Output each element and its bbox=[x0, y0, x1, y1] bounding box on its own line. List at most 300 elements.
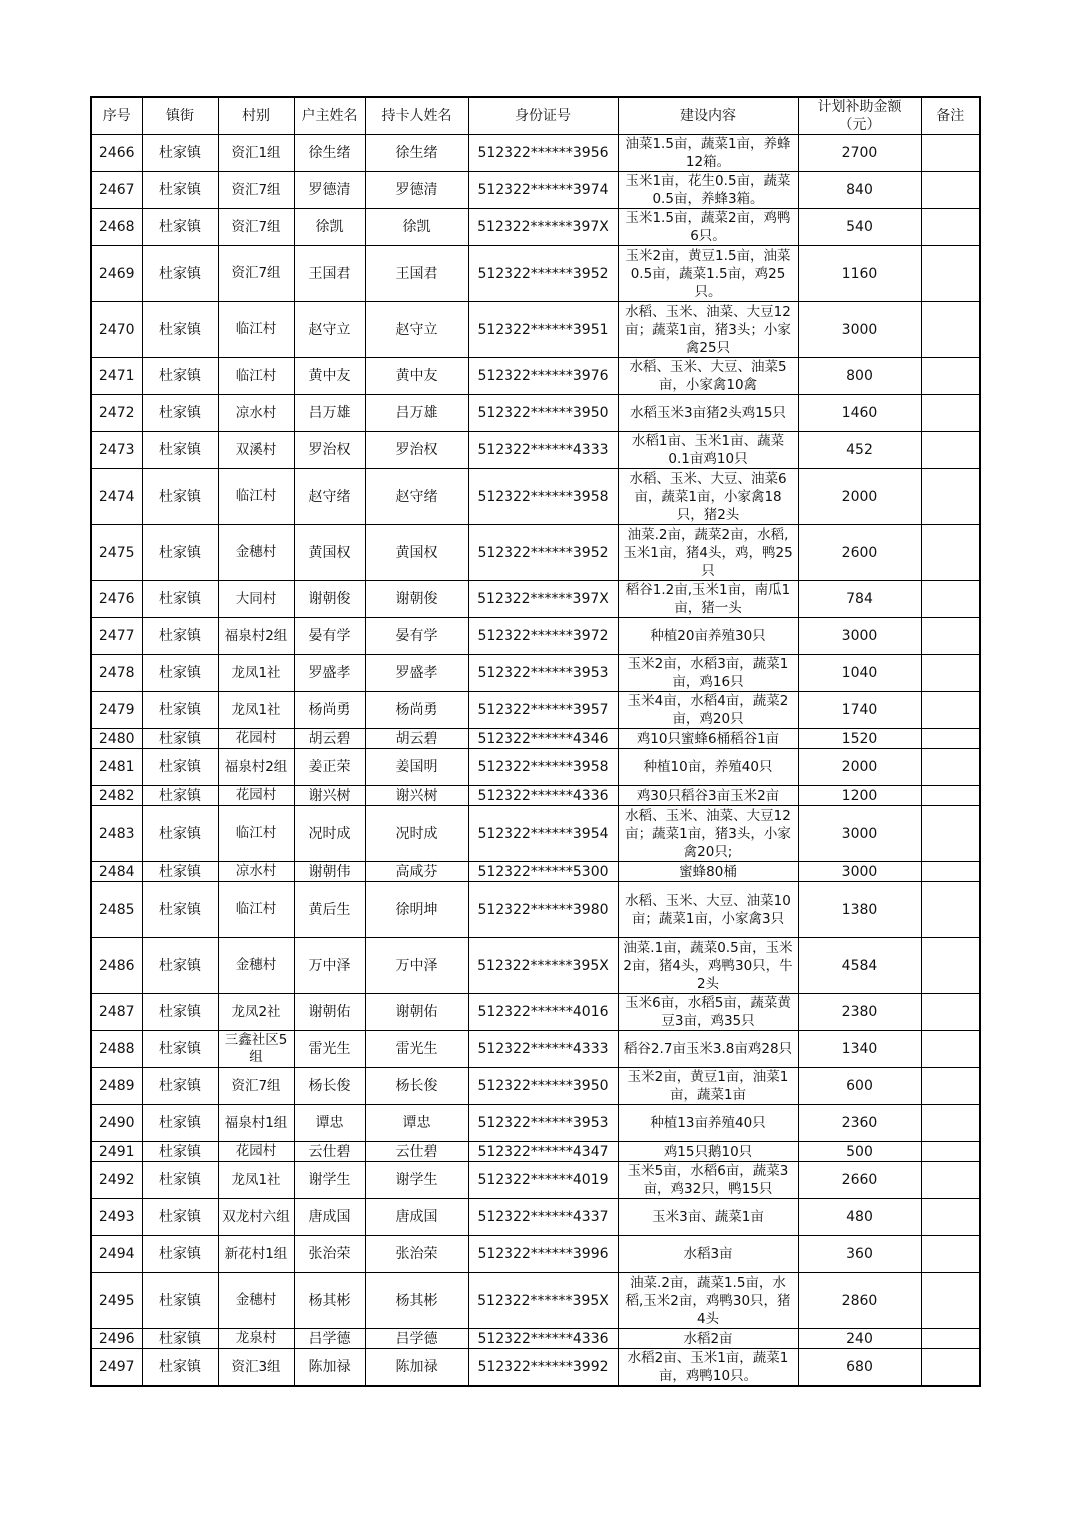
cell-holder: 谢兴树 bbox=[365, 786, 468, 806]
cell-id: 512322******3957 bbox=[468, 692, 618, 729]
cell-village: 资汇7组 bbox=[218, 172, 294, 209]
cell-owner: 姜正荣 bbox=[294, 749, 365, 786]
cell-amount: 2700 bbox=[798, 135, 921, 172]
cell-holder: 黄国权 bbox=[365, 525, 468, 581]
subsidy-table bbox=[90, 96, 981, 1387]
cell-remark bbox=[921, 655, 980, 692]
cell-town: 杜家镇 bbox=[142, 1273, 218, 1329]
cell-id: 512322******3950 bbox=[468, 1068, 618, 1105]
cell-amount: 240 bbox=[798, 1329, 921, 1349]
cell-id: 512322******3974 bbox=[468, 172, 618, 209]
cell-village: 金穗村 bbox=[218, 938, 294, 994]
cell-remark bbox=[921, 786, 980, 806]
cell-town: 杜家镇 bbox=[142, 172, 218, 209]
cell-id: 512322******4336 bbox=[468, 1329, 618, 1349]
cell-village: 临江村 bbox=[218, 358, 294, 395]
table-row bbox=[91, 882, 980, 938]
cell-no: 2470 bbox=[91, 302, 142, 358]
cell-id: 512322******4333 bbox=[468, 432, 618, 469]
cell-id: 512322******3980 bbox=[468, 882, 618, 938]
table-row bbox=[91, 135, 980, 172]
cell-no: 2489 bbox=[91, 1068, 142, 1105]
table-row bbox=[91, 172, 980, 209]
cell-id: 512322******4347 bbox=[468, 1142, 618, 1162]
cell-no: 2494 bbox=[91, 1236, 142, 1273]
cell-remark bbox=[921, 749, 980, 786]
cell-holder: 谢朝佑 bbox=[365, 994, 468, 1031]
cell-town: 杜家镇 bbox=[142, 938, 218, 994]
cell-village: 凉水村 bbox=[218, 862, 294, 882]
cell-amount: 452 bbox=[798, 432, 921, 469]
cell-content: 稻谷1.2亩,玉米1亩，南瓜1亩，猪一头 bbox=[618, 581, 798, 618]
cell-owner: 吕万雄 bbox=[294, 395, 365, 432]
cell-no: 2488 bbox=[91, 1031, 142, 1068]
cell-id: 512322******3952 bbox=[468, 525, 618, 581]
cell-amount: 1520 bbox=[798, 729, 921, 749]
cell-remark bbox=[921, 432, 980, 469]
cell-no: 2474 bbox=[91, 469, 142, 525]
cell-no: 2497 bbox=[91, 1349, 142, 1387]
cell-amount: 600 bbox=[798, 1068, 921, 1105]
cell-no: 2475 bbox=[91, 525, 142, 581]
cell-no: 2483 bbox=[91, 806, 142, 862]
cell-town: 杜家镇 bbox=[142, 432, 218, 469]
cell-id: 512322******3958 bbox=[468, 469, 618, 525]
cell-owner: 徐凯 bbox=[294, 209, 365, 246]
cell-remark bbox=[921, 172, 980, 209]
cell-holder: 谢学生 bbox=[365, 1162, 468, 1199]
cell-owner: 谢朝佑 bbox=[294, 994, 365, 1031]
cell-town: 杜家镇 bbox=[142, 1349, 218, 1387]
cell-remark bbox=[921, 692, 980, 729]
cell-remark bbox=[921, 1068, 980, 1105]
cell-owner: 谢兴树 bbox=[294, 786, 365, 806]
cell-village: 新花村1组 bbox=[218, 1236, 294, 1273]
table-row bbox=[91, 1236, 980, 1273]
cell-town: 杜家镇 bbox=[142, 994, 218, 1031]
cell-amount: 1740 bbox=[798, 692, 921, 729]
cell-town: 杜家镇 bbox=[142, 246, 218, 302]
cell-owner: 杨其彬 bbox=[294, 1273, 365, 1329]
cell-holder: 张治荣 bbox=[365, 1236, 468, 1273]
cell-town: 杜家镇 bbox=[142, 655, 218, 692]
cell-no: 2495 bbox=[91, 1273, 142, 1329]
cell-no: 2492 bbox=[91, 1162, 142, 1199]
cell-content: 水稻、玉米、大豆、油菜5亩，小家禽10禽 bbox=[618, 358, 798, 395]
cell-content: 水稻2亩 bbox=[618, 1329, 798, 1349]
cell-remark bbox=[921, 882, 980, 938]
cell-owner: 吕学德 bbox=[294, 1329, 365, 1349]
cell-content: 玉米4亩，水稻4亩，蔬菜2亩，鸡20只 bbox=[618, 692, 798, 729]
cell-village: 三鑫社区5组 bbox=[218, 1031, 294, 1068]
cell-town: 杜家镇 bbox=[142, 1199, 218, 1236]
cell-town: 杜家镇 bbox=[142, 302, 218, 358]
cell-remark bbox=[921, 862, 980, 882]
cell-content: 种植20亩养殖30只 bbox=[618, 618, 798, 655]
table-row bbox=[91, 1031, 980, 1068]
cell-remark bbox=[921, 1273, 980, 1329]
cell-id: 512322******4019 bbox=[468, 1162, 618, 1199]
cell-amount: 3000 bbox=[798, 862, 921, 882]
cell-amount: 480 bbox=[798, 1199, 921, 1236]
cell-village: 临江村 bbox=[218, 469, 294, 525]
cell-id: 512322******4016 bbox=[468, 994, 618, 1031]
cell-remark bbox=[921, 1329, 980, 1349]
cell-holder: 雷光生 bbox=[365, 1031, 468, 1068]
cell-amount: 840 bbox=[798, 172, 921, 209]
cell-amount: 1340 bbox=[798, 1031, 921, 1068]
cell-amount: 500 bbox=[798, 1142, 921, 1162]
cell-holder: 徐生绪 bbox=[365, 135, 468, 172]
table-row bbox=[91, 209, 980, 246]
cell-town: 杜家镇 bbox=[142, 1068, 218, 1105]
cell-id: 512322******397X bbox=[468, 581, 618, 618]
cell-owner: 徐生绪 bbox=[294, 135, 365, 172]
header-row bbox=[91, 97, 980, 135]
cell-amount: 2360 bbox=[798, 1105, 921, 1142]
cell-no: 2467 bbox=[91, 172, 142, 209]
cell-remark bbox=[921, 618, 980, 655]
cell-village: 临江村 bbox=[218, 302, 294, 358]
cell-content: 玉米2亩，水稻3亩，蔬菜1亩，鸡16只 bbox=[618, 655, 798, 692]
cell-town: 杜家镇 bbox=[142, 786, 218, 806]
cell-holder: 罗盛孝 bbox=[365, 655, 468, 692]
cell-owner: 罗治权 bbox=[294, 432, 365, 469]
cell-id: 512322******4336 bbox=[468, 786, 618, 806]
cell-amount: 784 bbox=[798, 581, 921, 618]
cell-amount: 680 bbox=[798, 1349, 921, 1387]
cell-village: 双溪村 bbox=[218, 432, 294, 469]
cell-owner: 万中泽 bbox=[294, 938, 365, 994]
cell-content: 种植10亩，养殖40只 bbox=[618, 749, 798, 786]
cell-owner: 黄后生 bbox=[294, 882, 365, 938]
cell-remark bbox=[921, 395, 980, 432]
cell-owner: 罗德清 bbox=[294, 172, 365, 209]
cell-content: 油菜1.5亩，蔬菜1亩，养蜂12箱。 bbox=[618, 135, 798, 172]
cell-no: 2486 bbox=[91, 938, 142, 994]
cell-no: 2491 bbox=[91, 1142, 142, 1162]
cell-remark bbox=[921, 1105, 980, 1142]
cell-id: 512322******5300 bbox=[468, 862, 618, 882]
cell-owner: 谭忠 bbox=[294, 1105, 365, 1142]
cell-town: 杜家镇 bbox=[142, 395, 218, 432]
cell-village: 金穗村 bbox=[218, 525, 294, 581]
cell-town: 杜家镇 bbox=[142, 135, 218, 172]
cell-village: 福泉村2组 bbox=[218, 749, 294, 786]
cell-owner: 张治荣 bbox=[294, 1236, 365, 1273]
cell-remark bbox=[921, 302, 980, 358]
cell-owner: 杨长俊 bbox=[294, 1068, 365, 1105]
cell-remark bbox=[921, 1142, 980, 1162]
header-content: 建设内容 bbox=[618, 97, 798, 135]
cell-holder: 陈加禄 bbox=[365, 1349, 468, 1387]
cell-no: 2487 bbox=[91, 994, 142, 1031]
cell-owner: 赵守绪 bbox=[294, 469, 365, 525]
cell-remark bbox=[921, 246, 980, 302]
cell-holder: 云仕碧 bbox=[365, 1142, 468, 1162]
cell-id: 512322******3952 bbox=[468, 246, 618, 302]
cell-id: 512322******3996 bbox=[468, 1236, 618, 1273]
cell-town: 杜家镇 bbox=[142, 1105, 218, 1142]
cell-id: 512322******3972 bbox=[468, 618, 618, 655]
cell-holder: 王国君 bbox=[365, 246, 468, 302]
cell-amount: 1380 bbox=[798, 882, 921, 938]
cell-content: 水稻3亩 bbox=[618, 1236, 798, 1273]
cell-amount: 2860 bbox=[798, 1273, 921, 1329]
cell-owner: 罗盛孝 bbox=[294, 655, 365, 692]
cell-id: 512322******4333 bbox=[468, 1031, 618, 1068]
cell-village: 龙凤1社 bbox=[218, 692, 294, 729]
cell-holder: 况时成 bbox=[365, 806, 468, 862]
cell-no: 2485 bbox=[91, 882, 142, 938]
cell-content: 水稻、玉米、油菜、大豆12亩；蔬菜1亩，猪3头；小家禽25只 bbox=[618, 302, 798, 358]
cell-owner: 黄中友 bbox=[294, 358, 365, 395]
cell-village: 资汇7组 bbox=[218, 1068, 294, 1105]
cell-id: 512322******3992 bbox=[468, 1349, 618, 1387]
cell-holder: 晏有学 bbox=[365, 618, 468, 655]
cell-holder: 姜国明 bbox=[365, 749, 468, 786]
cell-holder: 徐凯 bbox=[365, 209, 468, 246]
cell-remark bbox=[921, 938, 980, 994]
cell-town: 杜家镇 bbox=[142, 618, 218, 655]
table-row bbox=[91, 1199, 980, 1236]
cell-remark bbox=[921, 1162, 980, 1199]
cell-no: 2493 bbox=[91, 1199, 142, 1236]
cell-village: 资汇1组 bbox=[218, 135, 294, 172]
cell-no: 2468 bbox=[91, 209, 142, 246]
cell-amount: 4584 bbox=[798, 938, 921, 994]
cell-village: 龙凤1社 bbox=[218, 1162, 294, 1199]
cell-amount: 2380 bbox=[798, 994, 921, 1031]
cell-id: 512322******3976 bbox=[468, 358, 618, 395]
cell-holder: 赵守绪 bbox=[365, 469, 468, 525]
cell-owner: 云仕碧 bbox=[294, 1142, 365, 1162]
table-row bbox=[91, 525, 980, 581]
table-row bbox=[91, 581, 980, 618]
cell-no: 2471 bbox=[91, 358, 142, 395]
cell-content: 水稻、玉米、油菜、大豆12亩；蔬菜1亩，猪3头，小家禽20只; bbox=[618, 806, 798, 862]
header-owner: 户主姓名 bbox=[294, 97, 365, 135]
cell-amount: 3000 bbox=[798, 806, 921, 862]
cell-village: 临江村 bbox=[218, 806, 294, 862]
cell-no: 2472 bbox=[91, 395, 142, 432]
cell-content: 玉米2亩，黄豆1.5亩，油菜0.5亩，蔬菜1.5亩，鸡25只。 bbox=[618, 246, 798, 302]
cell-village: 龙凤2社 bbox=[218, 994, 294, 1031]
table-row bbox=[91, 246, 980, 302]
cell-content: 油菜.2亩，蔬菜2亩，水稻,玉米1亩，猪4头，鸡，鸭25只 bbox=[618, 525, 798, 581]
cell-town: 杜家镇 bbox=[142, 209, 218, 246]
cell-remark bbox=[921, 469, 980, 525]
cell-village: 资汇7组 bbox=[218, 246, 294, 302]
cell-owner: 谢朝伟 bbox=[294, 862, 365, 882]
cell-id: 512322******3956 bbox=[468, 135, 618, 172]
cell-holder: 杨尚勇 bbox=[365, 692, 468, 729]
table-row bbox=[91, 618, 980, 655]
cell-town: 杜家镇 bbox=[142, 729, 218, 749]
cell-content: 水稻2亩、玉米1亩，蔬菜1亩，鸡鸭10只。 bbox=[618, 1349, 798, 1387]
cell-village: 龙凤1社 bbox=[218, 655, 294, 692]
cell-no: 2476 bbox=[91, 581, 142, 618]
cell-content: 水稻、玉米、大豆、油菜10亩；蔬菜1亩，小家禽3只 bbox=[618, 882, 798, 938]
table-row bbox=[91, 749, 980, 786]
cell-amount: 1460 bbox=[798, 395, 921, 432]
cell-id: 512322******3951 bbox=[468, 302, 618, 358]
table-row bbox=[91, 1162, 980, 1199]
header-amount: 计划补助金额（元） bbox=[798, 97, 921, 135]
cell-amount: 3000 bbox=[798, 618, 921, 655]
cell-id: 512322******3950 bbox=[468, 395, 618, 432]
cell-id: 512322******395X bbox=[468, 938, 618, 994]
cell-no: 2466 bbox=[91, 135, 142, 172]
table-row bbox=[91, 655, 980, 692]
cell-id: 512322******3953 bbox=[468, 1105, 618, 1142]
cell-content: 水稻、玉米、大豆、油菜6亩，蔬菜1亩，小家禽18只，猪2头 bbox=[618, 469, 798, 525]
cell-amount: 1200 bbox=[798, 786, 921, 806]
cell-remark bbox=[921, 1199, 980, 1236]
cell-id: 512322******4337 bbox=[468, 1199, 618, 1236]
cell-town: 杜家镇 bbox=[142, 1329, 218, 1349]
cell-town: 杜家镇 bbox=[142, 692, 218, 729]
cell-owner: 晏有学 bbox=[294, 618, 365, 655]
cell-no: 2479 bbox=[91, 692, 142, 729]
cell-owner: 胡云碧 bbox=[294, 729, 365, 749]
cell-owner: 雷光生 bbox=[294, 1031, 365, 1068]
cell-remark bbox=[921, 209, 980, 246]
cell-holder: 吕学德 bbox=[365, 1329, 468, 1349]
cell-holder: 胡云碧 bbox=[365, 729, 468, 749]
cell-holder: 谭忠 bbox=[365, 1105, 468, 1142]
cell-town: 杜家镇 bbox=[142, 749, 218, 786]
header-remark: 备注 bbox=[921, 97, 980, 135]
cell-amount: 2600 bbox=[798, 525, 921, 581]
cell-id: 512322******397X bbox=[468, 209, 618, 246]
table-row bbox=[91, 302, 980, 358]
cell-amount: 2000 bbox=[798, 749, 921, 786]
cell-holder: 杨其彬 bbox=[365, 1273, 468, 1329]
cell-id: 512322******3953 bbox=[468, 655, 618, 692]
table-row bbox=[91, 432, 980, 469]
cell-amount: 360 bbox=[798, 1236, 921, 1273]
cell-remark bbox=[921, 994, 980, 1031]
cell-village: 临江村 bbox=[218, 882, 294, 938]
table-row bbox=[91, 729, 980, 749]
cell-town: 杜家镇 bbox=[142, 1162, 218, 1199]
table-row bbox=[91, 469, 980, 525]
cell-holder: 高咸芬 bbox=[365, 862, 468, 882]
cell-content: 鸡30只稻谷3亩玉米2亩 bbox=[618, 786, 798, 806]
cell-no: 2478 bbox=[91, 655, 142, 692]
cell-no: 2480 bbox=[91, 729, 142, 749]
cell-town: 杜家镇 bbox=[142, 1142, 218, 1162]
cell-remark bbox=[921, 806, 980, 862]
table-row bbox=[91, 395, 980, 432]
cell-holder: 吕万雄 bbox=[365, 395, 468, 432]
cell-content: 油菜.2亩，蔬菜1.5亩，水稻,玉米2亩，鸡鸭30只，猪4头 bbox=[618, 1273, 798, 1329]
table-row bbox=[91, 1068, 980, 1105]
cell-owner: 谢学生 bbox=[294, 1162, 365, 1199]
cell-town: 杜家镇 bbox=[142, 581, 218, 618]
cell-content: 鸡10只蜜蜂6桶稻谷1亩 bbox=[618, 729, 798, 749]
cell-amount: 1160 bbox=[798, 246, 921, 302]
cell-remark bbox=[921, 358, 980, 395]
cell-content: 玉米5亩，水稻6亩，蔬菜3亩，鸡32只，鸭15只 bbox=[618, 1162, 798, 1199]
cell-amount: 800 bbox=[798, 358, 921, 395]
table-row bbox=[91, 862, 980, 882]
cell-owner: 王国君 bbox=[294, 246, 365, 302]
cell-content: 玉米3亩、蔬菜1亩 bbox=[618, 1199, 798, 1236]
cell-village: 花园村 bbox=[218, 1142, 294, 1162]
cell-no: 2484 bbox=[91, 862, 142, 882]
cell-holder: 赵守立 bbox=[365, 302, 468, 358]
cell-remark bbox=[921, 1236, 980, 1273]
cell-owner: 黄国权 bbox=[294, 525, 365, 581]
cell-holder: 徐明坤 bbox=[365, 882, 468, 938]
cell-content: 油菜.1亩，蔬菜0.5亩，玉米2亩，猪4头，鸡鸭30只，牛2头 bbox=[618, 938, 798, 994]
cell-content: 水稻1亩、玉米1亩、蔬菜0.1亩鸡10只 bbox=[618, 432, 798, 469]
cell-no: 2482 bbox=[91, 786, 142, 806]
cell-remark bbox=[921, 1031, 980, 1068]
cell-village: 福泉村1组 bbox=[218, 1105, 294, 1142]
cell-owner: 杨尚勇 bbox=[294, 692, 365, 729]
cell-holder: 罗治权 bbox=[365, 432, 468, 469]
cell-village: 大同村 bbox=[218, 581, 294, 618]
table-row bbox=[91, 1349, 980, 1387]
cell-content: 水稻玉米3亩猪2头鸡15只 bbox=[618, 395, 798, 432]
cell-town: 杜家镇 bbox=[142, 469, 218, 525]
cell-content: 种植13亩养殖40只 bbox=[618, 1105, 798, 1142]
table-row bbox=[91, 994, 980, 1031]
cell-id: 512322******395X bbox=[468, 1273, 618, 1329]
cell-town: 杜家镇 bbox=[142, 358, 218, 395]
cell-holder: 谢朝俊 bbox=[365, 581, 468, 618]
table-row bbox=[91, 938, 980, 994]
cell-content: 玉米6亩，水稻5亩，蔬菜黄豆3亩，鸡35只 bbox=[618, 994, 798, 1031]
cell-town: 杜家镇 bbox=[142, 1236, 218, 1273]
cell-content: 鸡15只鹅10只 bbox=[618, 1142, 798, 1162]
cell-no: 2473 bbox=[91, 432, 142, 469]
header-id: 身份证号 bbox=[468, 97, 618, 135]
cell-town: 杜家镇 bbox=[142, 525, 218, 581]
cell-town: 杜家镇 bbox=[142, 882, 218, 938]
cell-id: 512322******3958 bbox=[468, 749, 618, 786]
table-row bbox=[91, 1142, 980, 1162]
cell-no: 2469 bbox=[91, 246, 142, 302]
cell-holder: 罗德清 bbox=[365, 172, 468, 209]
cell-village: 龙泉村 bbox=[218, 1329, 294, 1349]
header-village: 村别 bbox=[218, 97, 294, 135]
cell-owner: 谢朝俊 bbox=[294, 581, 365, 618]
cell-content: 玉米2亩，黄豆1亩，油菜1亩，蔬菜1亩 bbox=[618, 1068, 798, 1105]
cell-remark bbox=[921, 581, 980, 618]
cell-owner: 陈加禄 bbox=[294, 1349, 365, 1387]
cell-village: 资汇7组 bbox=[218, 209, 294, 246]
cell-no: 2481 bbox=[91, 749, 142, 786]
cell-amount: 3000 bbox=[798, 302, 921, 358]
cell-owner: 况时成 bbox=[294, 806, 365, 862]
cell-id: 512322******3954 bbox=[468, 806, 618, 862]
cell-amount: 2000 bbox=[798, 469, 921, 525]
cell-village: 金穗村 bbox=[218, 1273, 294, 1329]
table-row bbox=[91, 1105, 980, 1142]
header-holder: 持卡人姓名 bbox=[365, 97, 468, 135]
cell-content: 稻谷2.7亩玉米3.8亩鸡28只 bbox=[618, 1031, 798, 1068]
cell-town: 杜家镇 bbox=[142, 862, 218, 882]
cell-amount: 1040 bbox=[798, 655, 921, 692]
cell-village: 花园村 bbox=[218, 729, 294, 749]
cell-amount: 540 bbox=[798, 209, 921, 246]
cell-holder: 杨长俊 bbox=[365, 1068, 468, 1105]
cell-owner: 唐成国 bbox=[294, 1199, 365, 1236]
